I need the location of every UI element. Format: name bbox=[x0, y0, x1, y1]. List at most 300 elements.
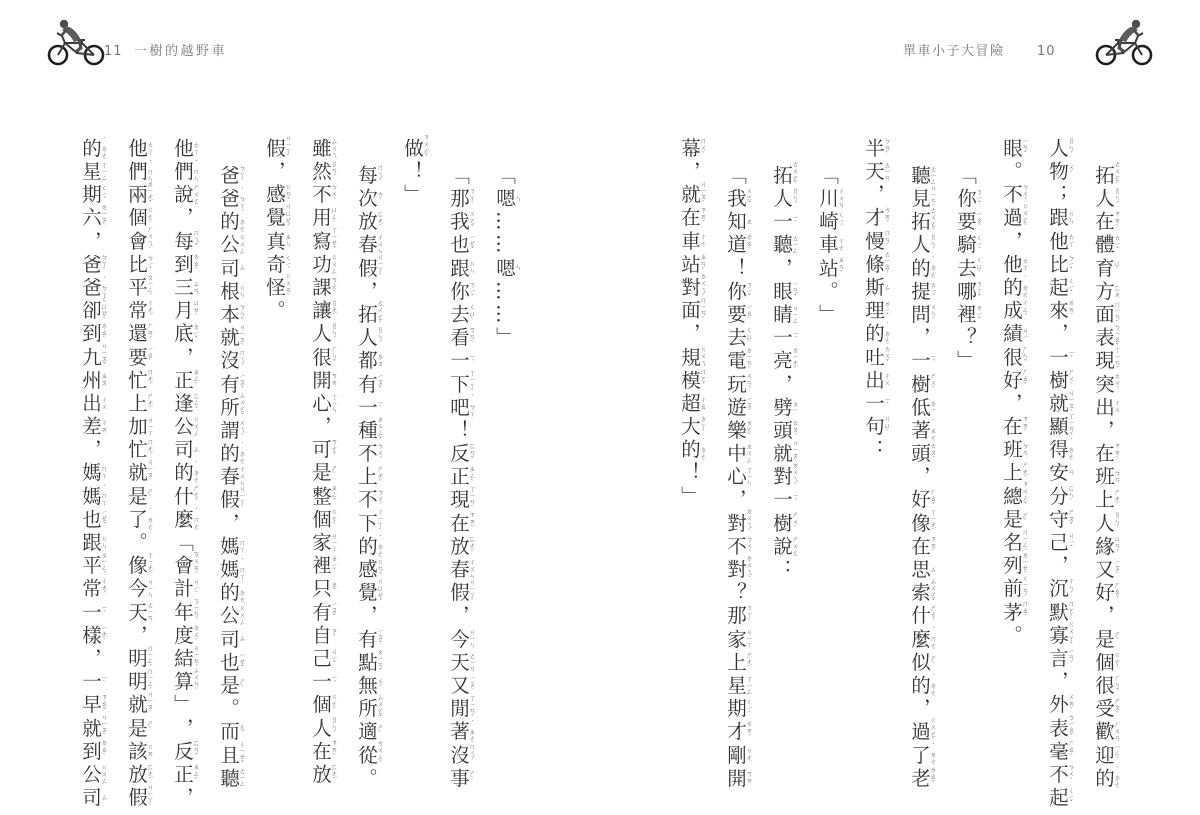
zhuyin-annotation: ㄔㄥˊ bbox=[1021, 298, 1030, 321]
character-with-zhuyin: 上 ㄕㄤˋ bbox=[1092, 488, 1122, 511]
character-with-zhuyin: 公 ㄍㄨㄥ bbox=[217, 604, 247, 626]
zhuyin-annotation: ㄓ bbox=[745, 217, 754, 225]
zhuyin-annotation: ㄕㄨㄛ bbox=[791, 535, 800, 557]
zhuyin-annotation: ㄊㄧㄠˊ bbox=[883, 249, 892, 278]
zhuyin-annotation: ㄋㄚˋ bbox=[468, 186, 477, 209]
character-with-zhuyin: 自 ㄗˋ bbox=[309, 624, 339, 645]
zhuyin-annotation: ㄎㄢˋ bbox=[468, 325, 477, 348]
zhuyin-annotation: ˙ㄓㄜ bbox=[468, 720, 477, 743]
text-column bbox=[435, 136, 481, 815]
text-column bbox=[758, 136, 804, 815]
zhuyin-annotation: ㄇㄚ bbox=[100, 465, 109, 480]
zhuyin-annotation: ˙ㄉㄜ bbox=[883, 322, 892, 345]
character-with-zhuyin: 春 ㄔㄨㄣ bbox=[447, 558, 477, 580]
character-with-zhuyin: 分 ㄈㄣˋ bbox=[1046, 484, 1076, 507]
character-with-zhuyin: 麼 ˙ㄇㄜ bbox=[171, 507, 201, 530]
zhuyin-annotation: ㄇㄠˊ bbox=[1021, 600, 1030, 623]
zhuyin-annotation: ㄙㄨㄛˇ bbox=[238, 391, 247, 421]
punctuation: 」 bbox=[816, 303, 839, 324]
character-with-zhuyin: 斯 ㄙ bbox=[862, 276, 892, 297]
character-with-zhuyin: 提 ㄊㄧˊ bbox=[908, 280, 938, 301]
zhuyin-annotation: ㄓㄥˇ bbox=[330, 484, 339, 507]
zhuyin-annotation: ㄘㄞˊ bbox=[745, 720, 754, 743]
character-with-zhuyin: 剛 ㄍㄤ bbox=[724, 744, 754, 765]
zhuyin-annotation: ㄅㄨˊ bbox=[376, 488, 385, 511]
character-with-zhuyin: 期 ㄑㄧˊ bbox=[724, 697, 754, 719]
character-with-zhuyin: 怪 ㄍㄨㄞˋ bbox=[263, 272, 293, 302]
character-with-zhuyin: 下 ㄒㄧㄚˋ bbox=[447, 369, 477, 398]
zhuyin-annotation: ㄨㄛˇ bbox=[745, 186, 754, 209]
zhuyin-annotation: ㄧˊ bbox=[929, 353, 938, 367]
zhuyin-annotation: ㄨˋ bbox=[1067, 163, 1076, 179]
character-with-zhuyin: 似 ㄕˋ bbox=[908, 651, 938, 672]
character-with-zhuyin: 理 ㄌㄧˇ bbox=[862, 299, 892, 321]
character-with-zhuyin: 現 ㄒㄧㄢˋ bbox=[1092, 346, 1122, 374]
zhuyin-annotation: ㄒㄧㄢˋ bbox=[468, 485, 477, 514]
character-with-zhuyin: 公 ㄍㄨㄥ bbox=[171, 415, 201, 437]
punctuation: ， bbox=[171, 787, 194, 807]
character-with-zhuyin: 又 ㄧㄡˋ bbox=[447, 674, 477, 696]
character-with-zhuyin: 公 ㄍㄨㄥ bbox=[217, 233, 247, 255]
punctuation: ， bbox=[1092, 419, 1115, 440]
character-with-zhuyin: 聽 ㄊㄧㄥ bbox=[908, 164, 938, 185]
zhuyin-annotation: ㄖㄣˊ bbox=[791, 186, 800, 209]
zhuyin-annotation: ㄙ bbox=[192, 445, 201, 453]
zhuyin-annotation: ㄍㄨㄥ bbox=[238, 233, 247, 255]
character-with-zhuyin: 起 ㄑㄧˇ bbox=[1046, 276, 1076, 298]
text-column bbox=[389, 133, 435, 815]
character-with-zhuyin: 你 ㄋㄧˇ bbox=[954, 187, 984, 209]
zhuyin-annotation: ˙ㄉㄜ bbox=[1067, 438, 1076, 461]
character-with-zhuyin: 也 ㄧㄝˇ bbox=[79, 508, 109, 529]
zhuyin-annotation: ㄌㄧˇ bbox=[883, 299, 892, 321]
zhuyin-annotation: ㄕˋ bbox=[1021, 511, 1030, 527]
zhuyin-annotation: ㄐㄧㄣ bbox=[468, 628, 477, 649]
zhuyin-annotation: ㄇㄨˋ bbox=[699, 136, 708, 159]
character-with-zhuyin: 知 ㄓ bbox=[724, 211, 754, 231]
character-with-zhuyin: 遊 ㄧㄡˊ bbox=[724, 396, 754, 417]
zhuyin-annotation: ㄉㄠˋ bbox=[100, 322, 109, 345]
character-with-zhuyin: 受 ㄕㄡˋ bbox=[1092, 696, 1122, 719]
punctuation: 「 bbox=[171, 532, 194, 552]
zhuyin-annotation: ㄍㄣ bbox=[468, 260, 477, 275]
zhuyin-annotation: ㄉㄧ bbox=[929, 400, 938, 413]
character-with-zhuyin: 表 ㄅㄧㄠˇ bbox=[1046, 713, 1076, 742]
zhuyin-annotation: ㄓㄥˋ bbox=[192, 762, 201, 785]
character-with-zhuyin: 突 ㄊㄨˊ bbox=[1092, 372, 1122, 395]
punctuation: 「 bbox=[954, 164, 977, 185]
punctuation: ， bbox=[1046, 671, 1069, 691]
punctuation: … bbox=[492, 211, 516, 231]
zhuyin-annotation: ㄔㄠ bbox=[699, 395, 708, 410]
zhuyin-annotation: ㄧˋ bbox=[791, 214, 800, 228]
zhuyin-annotation: ㄒㄧㄢˇ bbox=[1067, 412, 1076, 440]
character-with-zhuyin: 然 ㄖㄢˊ bbox=[309, 159, 339, 182]
character-with-zhuyin: 那 ㄋㄚˋ bbox=[724, 604, 754, 627]
character-with-zhuyin: 是 ㄕˋ bbox=[217, 674, 247, 695]
character-with-zhuyin: 什 ㄕㄜˊ bbox=[908, 604, 938, 627]
zhuyin-annotation: ㄗㄞˋ bbox=[699, 206, 708, 229]
zhuyin-annotation: ㄐㄧㄡˋ bbox=[100, 713, 109, 742]
zhuyin-annotation: ㄊㄡˊ bbox=[791, 418, 800, 441]
zhuyin-annotation: ㄐㄧˇ bbox=[330, 647, 339, 669]
zhuyin-annotation: ㄓㄡ bbox=[100, 372, 109, 387]
character-with-zhuyin: 無 ㄨˊ bbox=[355, 674, 385, 695]
character-with-zhuyin: 車 ㄔㄜ bbox=[678, 230, 708, 251]
punctuation: ， bbox=[908, 466, 931, 486]
zhuyin-annotation: ㄔㄣˊ bbox=[1067, 577, 1076, 600]
zhuyin-annotation: ˙ㄉㄜ bbox=[238, 209, 247, 232]
zhuyin-annotation: ㄇㄧㄥˊ bbox=[146, 643, 155, 672]
text-column bbox=[297, 136, 343, 815]
character-with-zhuyin: 在 ㄗㄞˋ bbox=[908, 534, 938, 557]
character-with-zhuyin: 績 ㄐㄧ bbox=[1000, 323, 1030, 343]
zhuyin-annotation: ㄅㄧㄠˇ bbox=[1067, 713, 1076, 742]
text-column bbox=[666, 136, 712, 815]
zhuyin-annotation: ㄘㄨㄥˊ bbox=[376, 739, 385, 769]
character-with-zhuyin: 上 ㄕㄤˋ bbox=[125, 391, 155, 414]
zhuyin-annotation: ㄙ bbox=[100, 793, 109, 801]
character-with-zhuyin: 人 ㄖㄣˊ bbox=[355, 325, 385, 348]
punctuation: 「 bbox=[447, 164, 470, 185]
character-with-zhuyin: 們 ˙ㄇㄣ bbox=[171, 159, 201, 182]
character-with-zhuyin: 人 ㄖㄣˊ bbox=[908, 233, 938, 256]
character-with-zhuyin: 在 ㄗㄞˋ bbox=[1092, 209, 1122, 232]
zhuyin-annotation: ㄇㄧㄥˊ bbox=[1021, 527, 1030, 556]
character-with-zhuyin: 人 ㄖㄣˊ bbox=[1092, 186, 1122, 209]
character-with-zhuyin: 幕 ㄇㄨˋ bbox=[678, 136, 708, 159]
zhuyin-annotation: ㄈㄥˊ bbox=[192, 391, 201, 414]
punctuation: … bbox=[492, 280, 516, 301]
zhuyin-annotation: ㄉㄧˇ bbox=[192, 322, 201, 344]
chapter-title: 一樹的越野車 bbox=[134, 44, 228, 59]
character-with-zhuyin: 平 ㄆㄧㄥˊ bbox=[79, 551, 109, 579]
punctuation: ， bbox=[447, 605, 470, 625]
character-with-zhuyin: 是 ㄕˋ bbox=[309, 462, 339, 482]
zhuyin-annotation: ㄕˋ bbox=[146, 719, 155, 735]
character-with-zhuyin: 默 ㄇㄛˋ bbox=[1046, 600, 1076, 623]
zhuyin-annotation: ㄐㄧㄡˋ bbox=[699, 180, 708, 208]
character-with-zhuyin: 一 ㄧˋ bbox=[79, 671, 109, 691]
zhuyin-annotation: ㄌㄞˊ bbox=[1067, 298, 1076, 321]
zhuyin-annotation: ㄕˋ bbox=[146, 487, 155, 503]
character-with-zhuyin: 爸 ㄅㄚˋ bbox=[79, 252, 109, 275]
zhuyin-annotation: ㄑㄧˇ bbox=[1067, 276, 1076, 298]
character-with-zhuyin: 還 ㄏㄞˊ bbox=[125, 322, 155, 345]
zhuyin-annotation: ㄐㄧㄣ bbox=[146, 578, 155, 598]
zhuyin-annotation: ㄍㄢˇ bbox=[376, 557, 385, 580]
character-with-zhuyin: 一 ㄧˋ bbox=[770, 211, 800, 231]
character-with-zhuyin: 天 ㄊㄧㄢ bbox=[447, 651, 477, 672]
character-with-zhuyin: 一 ㄧˊ bbox=[79, 601, 109, 622]
zhuyin-annotation: ㄅㄧㄠˇ bbox=[1113, 323, 1122, 351]
character-with-zhuyin: 算 ㄙㄨㄢˋ bbox=[171, 666, 201, 696]
zhuyin-annotation: ˙ㄇㄚ bbox=[100, 484, 109, 507]
character-with-zhuyin: 在 ㄗㄞˋ bbox=[1000, 414, 1030, 437]
zhuyin-annotation: ㄕㄨˋ bbox=[929, 372, 938, 395]
zhuyin-annotation: ㄊㄧˊ bbox=[929, 280, 938, 301]
zhuyin-annotation: ㄔㄨㄢ bbox=[837, 187, 846, 209]
zhuyin-annotation: ㄧㄡˋ bbox=[468, 674, 477, 696]
character-with-zhuyin: 規 ㄍㄨㄟ bbox=[678, 345, 708, 367]
character-with-zhuyin: 也 ㄧㄝˇ bbox=[447, 233, 477, 255]
zhuyin-annotation: ㄙㄨㄟ bbox=[330, 137, 339, 159]
character-with-zhuyin: 己 ㄐㄧˇ bbox=[1046, 531, 1076, 553]
zhuyin-annotation: ㄧㄡˇ bbox=[238, 372, 247, 394]
character-with-zhuyin: 言 ㄧㄢˊ bbox=[1046, 647, 1076, 669]
spread-text-area bbox=[0, 133, 1200, 815]
zhuyin-annotation: ㄇㄢˋ bbox=[883, 229, 892, 252]
zhuyin-annotation: ㄐㄧˋ bbox=[192, 577, 201, 599]
zhuyin-annotation: ㄍㄢˇ bbox=[284, 182, 293, 205]
character-with-zhuyin: 也 ㄧㄝˇ bbox=[217, 651, 247, 672]
zhuyin-annotation: ㄅㄢ bbox=[1113, 469, 1122, 484]
character-with-zhuyin: 司 ㄙ bbox=[171, 439, 201, 459]
character-with-zhuyin: 什 ㄕㄜˊ bbox=[171, 484, 201, 507]
character-with-zhuyin: 爸 ˙ㄅㄚ bbox=[217, 186, 247, 209]
zhuyin-annotation: ㄋㄧˇ bbox=[745, 280, 754, 301]
zhuyin-annotation: ㄅㄨˊ bbox=[745, 534, 754, 557]
character-with-zhuyin: 中 ㄓㄨㄥ bbox=[724, 442, 754, 464]
zhuyin-annotation: ㄑㄧㄢˊ bbox=[1021, 574, 1030, 602]
character-with-zhuyin: 像 ㄒㄧㄤˋ bbox=[908, 508, 938, 537]
character-with-zhuyin: 吧 ˙ㄅㄚ bbox=[447, 395, 477, 418]
zhuyin-annotation: ㄇㄛˋ bbox=[1067, 600, 1076, 623]
character-with-zhuyin: 平 ㄆㄧㄥˊ bbox=[125, 272, 155, 301]
character-with-zhuyin: 他 ㄊㄚ bbox=[1046, 230, 1076, 251]
zhuyin-annotation: ㄆㄧ bbox=[791, 400, 800, 413]
zhuyin-annotation: ㄙ bbox=[238, 263, 247, 271]
zhuyin-annotation: ㄩㄝˋ bbox=[192, 298, 201, 321]
zhuyin-annotation: ˙ㄇㄣ bbox=[192, 159, 201, 182]
character-with-zhuyin: 跟 ㄍㄣ bbox=[1046, 207, 1076, 227]
zhuyin-annotation: ㄒㄧㄤˋ bbox=[929, 508, 938, 537]
character-with-zhuyin: 不 ㄅㄨˊ bbox=[1000, 182, 1030, 205]
zhuyin-annotation: ㄌㄧˇ bbox=[330, 554, 339, 576]
character-with-zhuyin: 人 ㄖㄣˊ bbox=[309, 322, 339, 345]
character-with-zhuyin: 就 ㄐㄧㄡˋ bbox=[79, 713, 109, 742]
character-with-zhuyin: 沒 ㄇㄟˊ bbox=[447, 743, 477, 766]
zhuyin-annotation: ㄐㄧㄚˋ bbox=[376, 253, 385, 282]
zhuyin-annotation: ㄗㄨㄛˋ bbox=[422, 133, 431, 163]
character-with-zhuyin: 只 ㄓˇ bbox=[309, 578, 339, 598]
zhuyin-annotation: ㄐㄧㄚˋ bbox=[146, 783, 155, 811]
punctuation: ， bbox=[678, 323, 701, 343]
zhuyin-annotation: ㄕㄤˋ bbox=[745, 650, 754, 673]
zhuyin-annotation: ㄅㄨˊ bbox=[330, 182, 339, 205]
character-with-zhuyin: 拓 ㄊㄨㄛˋ bbox=[908, 206, 938, 236]
zhuyin-annotation: ㄑㄧˊ bbox=[745, 697, 754, 719]
punctuation: 「 bbox=[816, 164, 839, 185]
character-with-zhuyin: 騎 ㄑㄧˊ bbox=[954, 233, 984, 255]
zhuyin-annotation: ㄅㄢ bbox=[1021, 442, 1030, 457]
punctuation: ！ bbox=[724, 257, 747, 278]
character-with-zhuyin: 那 ㄋㄚˋ bbox=[447, 186, 477, 209]
zhuyin-annotation: ˙ㄉㄜ bbox=[376, 534, 385, 557]
zhuyin-annotation: ˙ㄉㄜ bbox=[100, 136, 109, 159]
character-with-zhuyin: 到 ㄉㄠˋ bbox=[171, 252, 201, 275]
character-with-zhuyin: 班 ㄅㄢ bbox=[1092, 466, 1122, 486]
punctuation: ！ bbox=[401, 161, 424, 181]
character-with-zhuyin: 你 ㄋㄧˇ bbox=[447, 280, 477, 301]
character-with-zhuyin: 裡 ㄌㄧˇ bbox=[309, 554, 339, 576]
character-with-zhuyin: 有 ㄧㄡˇ bbox=[355, 628, 385, 649]
character-with-zhuyin: 好 ㄏㄠˇ bbox=[908, 488, 938, 511]
zhuyin-annotation: ㄧㄡˇ bbox=[376, 372, 385, 394]
character-with-zhuyin: 假 ㄐㄧㄚˋ bbox=[447, 578, 477, 606]
zhuyin-annotation: ㄗㄞˋ bbox=[1113, 441, 1122, 464]
character-with-zhuyin: 就 ㄐㄧㄡˋ bbox=[1046, 388, 1076, 417]
zhuyin-annotation: ㄇㄟˇ bbox=[376, 163, 385, 186]
character-with-zhuyin: 跟 ㄍㄣ bbox=[79, 532, 109, 552]
character-with-zhuyin: 表 ㄅㄧㄠˇ bbox=[1092, 323, 1122, 351]
zhuyin-annotation: ㄓˇ bbox=[330, 580, 339, 596]
zhuyin-annotation: ㄐㄧㄢˋ bbox=[929, 183, 938, 212]
character-with-zhuyin: 個 ㄍㄜˋ bbox=[125, 206, 155, 229]
character-with-zhuyin: 司 ㄙ bbox=[79, 787, 109, 807]
character-with-zhuyin: 覺 ㄐㄩㄝˊ bbox=[355, 577, 385, 607]
character-with-zhuyin: 感 ㄍㄢˇ bbox=[263, 182, 293, 205]
book-title: 單車小子大冒險 bbox=[903, 44, 1005, 59]
zhuyin-annotation: ㄐㄧㄡˋ bbox=[146, 690, 155, 718]
punctuation: ， bbox=[263, 161, 286, 181]
zhuyin-annotation: ㄕㄤˋ bbox=[146, 391, 155, 414]
zhuyin-annotation: ㄅㄣˇ bbox=[238, 302, 247, 325]
character-with-zhuyin: 星 ㄒㄧㄥ bbox=[724, 674, 754, 695]
zhuyin-annotation: ㄍㄜˋ bbox=[146, 206, 155, 229]
character-with-zhuyin: 都 ㄉㄡ bbox=[355, 350, 385, 370]
character-with-zhuyin: 底 ㄉㄧˇ bbox=[171, 322, 201, 344]
zhuyin-annotation: ㄅㄢˋ bbox=[883, 136, 892, 159]
character-with-zhuyin: 兩 ㄌㄧㄤˇ bbox=[125, 180, 155, 208]
character-with-zhuyin: 起 ㄑㄧˇ bbox=[1046, 786, 1076, 808]
text-column bbox=[942, 136, 988, 815]
character-with-zhuyin: 爸 ㄅㄚˋ bbox=[217, 163, 247, 186]
character-with-zhuyin: 寫 ㄒㄧㄝˇ bbox=[309, 226, 339, 255]
punctuation: 「 bbox=[724, 164, 747, 185]
zhuyin-annotation: ㄙ bbox=[238, 634, 247, 642]
character-with-zhuyin: 在 ㄗㄞˋ bbox=[309, 739, 339, 762]
character-with-zhuyin: 緣 ㄩㄢˊ bbox=[1092, 534, 1122, 557]
zhuyin-annotation: ㄋㄚˇ bbox=[975, 279, 984, 302]
punctuation: ！ bbox=[447, 419, 470, 440]
zhuyin-annotation: ㄧㄝˇ bbox=[238, 651, 247, 672]
zhuyin-annotation: ㄔㄜ bbox=[837, 237, 846, 252]
zhuyin-annotation: ㄊㄚ bbox=[192, 140, 201, 155]
punctuation: ， bbox=[309, 416, 332, 436]
zhuyin-annotation: ˙ㄉㄜ bbox=[192, 461, 201, 484]
zhuyin-annotation: ㄏㄣˇ bbox=[1113, 673, 1122, 696]
character-with-zhuyin: 上 ㄕㄤˋ bbox=[355, 465, 385, 488]
character-with-zhuyin: 眼 ㄧㄢˇ bbox=[770, 280, 800, 301]
zhuyin-annotation: ㄨㄞˋ bbox=[1067, 693, 1076, 716]
zhuyin-annotation: ㄌㄧㄝˋ bbox=[1021, 551, 1030, 579]
character-with-zhuyin: 媽 ㄇㄚ bbox=[217, 535, 247, 556]
character-with-zhuyin: 的 ˙ㄉㄜ bbox=[355, 534, 385, 557]
character-with-zhuyin: 眼 ㄧㄢˇ bbox=[1000, 137, 1030, 158]
zhuyin-annotation: ㄍㄨㄞˋ bbox=[284, 272, 293, 302]
zhuyin-annotation: ㄍㄤ bbox=[745, 747, 754, 762]
zhuyin-annotation: ㄔㄨ bbox=[1113, 399, 1122, 414]
character-with-zhuyin: 年 ㄋㄧㄢˊ bbox=[171, 597, 201, 626]
character-with-zhuyin: 名 ㄇㄧㄥˊ bbox=[1000, 527, 1030, 556]
zhuyin-annotation: ㄑㄧˊ bbox=[837, 210, 846, 232]
zhuyin-annotation: ㄅㄨˋ bbox=[1067, 762, 1076, 785]
character-with-zhuyin: 我 ㄨㄛˇ bbox=[447, 209, 477, 232]
zhuyin-annotation: ㄅㄚˋ bbox=[100, 252, 109, 275]
character-with-zhuyin: 假 ㄐㄧㄚˋ bbox=[355, 253, 385, 282]
character-with-zhuyin: 忙 ㄇㄤˊ bbox=[125, 438, 155, 461]
zhuyin-annotation: ㄎㄞ bbox=[745, 770, 754, 785]
zhuyin-annotation: ˙ㄉㄜ bbox=[1113, 766, 1122, 789]
character-with-zhuyin: 點 ㄉㄧㄢˇ bbox=[355, 647, 385, 676]
zhuyin-annotation: ㄐㄧㄡˋ bbox=[791, 439, 800, 467]
punctuation: 。 bbox=[263, 300, 286, 320]
zhuyin-annotation: ㄧˋ bbox=[100, 674, 109, 688]
zhuyin-annotation: ㄘˋ bbox=[376, 190, 385, 206]
character-with-zhuyin: 就 ㄐㄧㄡˋ bbox=[217, 323, 247, 351]
character-with-zhuyin: 有 ㄧㄡˇ bbox=[217, 372, 247, 394]
zhuyin-annotation: ㄉㄨˋ bbox=[192, 623, 201, 646]
text-column bbox=[205, 136, 251, 815]
zhuyin-annotation: ㄊㄧㄢ bbox=[883, 160, 892, 181]
character-with-zhuyin: 出 ㄔㄨ bbox=[862, 369, 892, 390]
zhuyin-annotation: ㄍㄣ bbox=[1067, 210, 1076, 225]
character-with-zhuyin: 六 ㄌㄧㄡˋ bbox=[79, 203, 109, 231]
zhuyin-annotation: ㄇㄧㄢˋ bbox=[699, 296, 708, 324]
zhuyin-annotation: ㄏㄠˇ bbox=[1113, 580, 1122, 603]
character-with-zhuyin: 正 ㄓㄥˋ bbox=[171, 368, 201, 391]
zhuyin-annotation: ˙ㄇㄣ bbox=[146, 159, 155, 182]
character-with-zhuyin: 道 ㄉㄠˋ bbox=[724, 233, 754, 256]
punctuation: ， bbox=[1046, 323, 1069, 343]
zhuyin-annotation: ㄙㄨㄢˋ bbox=[192, 666, 201, 696]
bicycle-cyclist-icon-right bbox=[1092, 16, 1156, 66]
punctuation: ， bbox=[1046, 555, 1069, 575]
zhuyin-annotation: ㄖㄣˊ bbox=[1067, 136, 1076, 159]
character-with-zhuyin: 就 ㄐㄧㄡˋ bbox=[125, 458, 155, 487]
zhuyin-annotation: ㄔㄤˊ bbox=[146, 298, 155, 321]
character-with-zhuyin: 就 ㄐㄧㄡˋ bbox=[125, 690, 155, 718]
zhuyin-annotation: ㄒㄧㄣ bbox=[330, 392, 339, 413]
character-with-zhuyin: 站 ㄓㄢˋ bbox=[678, 252, 708, 275]
punctuation: ， bbox=[79, 439, 102, 459]
zhuyin-annotation: ㄉㄨㄟˋ bbox=[745, 554, 754, 584]
zhuyin-annotation: ㄉㄧㄢˇ bbox=[376, 647, 385, 676]
zhuyin-annotation: ㄎㄨㄞˋ bbox=[192, 550, 201, 580]
character-with-zhuyin: 家 ㄐㄧㄚ bbox=[309, 531, 339, 552]
zhuyin-annotation: ㄏㄨㄟˋ bbox=[146, 225, 155, 255]
zhuyin-annotation: ㄉㄨㄟˋ bbox=[791, 461, 800, 491]
zhuyin-annotation: ㄧㄡˇ bbox=[376, 628, 385, 649]
character-with-zhuyin: 的 ˙ㄉㄜ bbox=[217, 441, 247, 464]
text-column bbox=[850, 136, 896, 815]
punctuation: ， bbox=[770, 373, 793, 394]
zhuyin-annotation: ㄊㄧㄥ bbox=[929, 164, 938, 185]
character-with-zhuyin: 好 ㄏㄠˇ bbox=[1092, 580, 1122, 603]
punctuation: … bbox=[492, 303, 516, 324]
punctuation: ， bbox=[908, 698, 931, 718]
zhuyin-annotation: ㄍㄞ bbox=[146, 743, 155, 758]
character-with-zhuyin: 麼 ˙ㄇㄜ bbox=[908, 627, 938, 650]
zhuyin-annotation: ㄒㄧㄝˇ bbox=[330, 226, 339, 255]
zhuyin-annotation: ㄅㄚˋ bbox=[238, 163, 247, 186]
character-with-zhuyin: 所 ㄙㄨㄛˇ bbox=[355, 693, 385, 723]
zhuyin-annotation: ㄧㄠˋ bbox=[745, 303, 754, 325]
character-with-zhuyin: 不 ㄅㄨˊ bbox=[355, 488, 385, 511]
zhuyin-annotation: ㄔㄞ bbox=[100, 418, 109, 433]
character-with-zhuyin: 九 ㄐㄧㄡˇ bbox=[79, 342, 109, 371]
